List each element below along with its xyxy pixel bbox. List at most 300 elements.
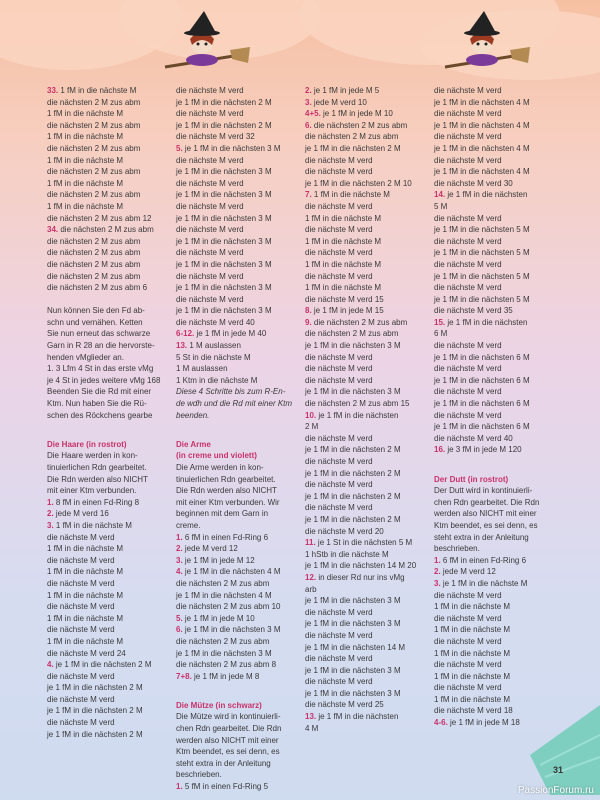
- step-text: die nächsten 2 M zus abm: [311, 317, 408, 327]
- instruction-line: [434, 555, 566, 567]
- instruction-line: je 1 fM in die nächsten 2 M: [305, 468, 401, 478]
- step-text: je 1 fM in jede M 40: [194, 329, 267, 339]
- instruction-line: die nächste M verd: [305, 248, 373, 258]
- instruction-line: je 1 fM in die nächsten 6 M: [434, 352, 530, 362]
- instruction-line: [176, 532, 308, 544]
- instruction-line: je 1 fM in die nächsten 2 M: [47, 683, 143, 693]
- instruction-line: [434, 189, 566, 201]
- instruction-line: 1 fM in die nächste M: [47, 567, 124, 577]
- step-number: 8.: [305, 306, 312, 316]
- instruction-line: die nächsten 2 M zus abm 15: [305, 399, 410, 409]
- instruction-line: die nächste M verd: [434, 613, 502, 623]
- instruction-line: henden vMglieder an.: [47, 352, 124, 362]
- instruction-line: [176, 543, 308, 555]
- instruction-line: die nächste M verd 40: [176, 317, 255, 327]
- step-number: 1.: [47, 497, 54, 507]
- instruction-line: steht extra in der Anleitung: [176, 758, 271, 768]
- instruction-line: die nächsten 2 M zus abm: [176, 636, 270, 646]
- step-text: je 1 fM in die nächsten 4 M: [182, 567, 281, 577]
- instruction-line: die nächste M verd: [176, 155, 244, 165]
- instruction-line: Die Arme werden in kon-: [176, 463, 264, 472]
- instruction-line: die nächste M verd: [434, 109, 502, 119]
- instruction-line: werden also NICHT mit einer: [434, 509, 537, 519]
- instruction-line: die nächsten 2 M zus abm: [47, 271, 141, 281]
- instruction-line: die nächsten 2 M zus abm: [47, 236, 141, 246]
- spacer: [176, 421, 308, 433]
- step-text: die nächsten 2 M zus abm: [311, 120, 408, 130]
- instruction-line: je 1 fM in die nächsten 3 M: [176, 213, 272, 223]
- instruction-line: die nächste M verd 15: [305, 294, 384, 304]
- instruction-line: 1 fM in die nächste M: [305, 259, 382, 269]
- step-text: 6 fM in einen Fd-Ring 6: [440, 555, 527, 565]
- step-number: 6-12.: [176, 329, 195, 339]
- instruction-line: 1 fM in die nächste M: [434, 648, 511, 658]
- instruction-line: die nächste M verd: [305, 503, 373, 513]
- instruction-line: je 1 fM in die nächsten 3 M: [305, 665, 401, 675]
- instruction-line: je 1 fM in die nächsten 6 M: [434, 422, 530, 432]
- decorative-fan-shape: [530, 705, 600, 795]
- step-number: 13.: [305, 712, 317, 722]
- instruction-line: 1 fM in die nächste M: [47, 636, 124, 646]
- instruction-line: je 1 fM in die nächsten 6 M: [434, 375, 530, 385]
- instruction-line: die nächste M verd: [434, 132, 502, 142]
- instruction-line: die nächste M verd 30: [434, 178, 513, 188]
- instruction-line: die nächste M verd: [176, 109, 244, 119]
- step-number: 3.: [434, 578, 441, 588]
- step-text: je 1 St in die nächsten 5 M: [315, 538, 413, 548]
- instruction-line: 2 M: [305, 422, 319, 432]
- instruction-line: die nächste M verd 24: [47, 648, 126, 658]
- instruction-line: [176, 613, 308, 625]
- instruction-line: 1 fM in die nächste M: [434, 671, 511, 681]
- section-heading: Die Arme: [176, 439, 211, 449]
- witch-on-broom-illustration: [160, 5, 250, 75]
- instruction-line: [47, 520, 179, 532]
- step-text: je 1 fM in die nächsten: [445, 190, 528, 200]
- instruction-line: die nächsten 2 M zus abm: [176, 578, 270, 588]
- instruction-line: die nächste M verd: [305, 352, 373, 362]
- instruction-line: je 1 fM in die nächsten 3 M: [176, 648, 272, 658]
- step-text: je 1 fM in jede M 10: [182, 613, 255, 623]
- step-text: 6 fM in einen Fd-Ring 6: [182, 532, 269, 542]
- instruction-line: je 1 fM in die nächsten 3 M: [176, 306, 272, 316]
- instruction-line: beschrieben.: [176, 770, 222, 780]
- instruction-line: [47, 508, 179, 520]
- instruction-line: die nächsten 2 M zus abm: [47, 143, 141, 153]
- step-text: die nächsten 2 M zus abm: [58, 225, 154, 235]
- instruction-line: je 1 fM in die nächsten 2 M: [47, 729, 143, 739]
- instruction-line: [176, 555, 308, 567]
- text-column-2: [176, 85, 308, 793]
- instruction-line: 1 fM in die nächste M: [47, 201, 124, 211]
- instruction-line: die nächste M verd 32: [176, 132, 255, 142]
- step-text: je 1 fM in die nächsten 3 M: [182, 625, 281, 635]
- instruction-line: die nächste M verd 40: [434, 433, 513, 443]
- note-line: Diese 4 Schritte bis zum R-En-: [176, 387, 286, 397]
- step-number: 10.: [305, 410, 317, 420]
- instruction-line: steht extra in der Anleitung: [434, 532, 529, 542]
- instruction-line: [47, 659, 179, 671]
- instruction-line: [305, 317, 437, 329]
- instruction-line: [47, 497, 179, 509]
- instruction-line: beschrieben.: [434, 544, 480, 554]
- instruction-line: Ktm beendet, es sei denn, es: [434, 520, 538, 530]
- step-text: je 1 fM in jede M 18: [447, 718, 520, 728]
- step-text: jede M verd 12: [182, 544, 238, 554]
- step-number: 2.: [305, 86, 312, 95]
- step-text: je 1 fM in jede M 8: [191, 671, 260, 681]
- instruction-line: je 1 fM in die nächsten 2 M 10: [305, 178, 412, 188]
- step-text: je 1 fM in die nächsten: [316, 410, 399, 420]
- instruction-line: je 1 fM in die nächsten 2 M: [176, 120, 272, 130]
- step-number: 2.: [176, 544, 183, 554]
- instruction-line: je 1 fM in die nächsten 2 M: [305, 143, 401, 153]
- instruction-line: [47, 85, 179, 97]
- instruction-line: die nächste M verd: [47, 718, 115, 728]
- instruction-line: [434, 578, 566, 590]
- instruction-line: chen Rdn gearbeitet. Die Rdn: [434, 497, 540, 507]
- instruction-line: arb: [305, 584, 317, 594]
- instruction-line: die nächste M verd: [47, 625, 115, 635]
- spacer: [47, 294, 179, 306]
- instruction-line: Der Dutt wird in kontinuierli-: [434, 486, 533, 496]
- step-text: 8 fM in einen Fd-Ring 8: [53, 497, 140, 507]
- instruction-line: je 1 fM in die nächsten 3 M: [176, 236, 272, 246]
- instruction-line: die nächste M verd: [47, 532, 115, 542]
- instruction-line: [176, 624, 308, 636]
- spacer: [434, 456, 566, 468]
- instruction-line: die nächste M verd: [434, 590, 502, 600]
- instruction-line: [176, 340, 308, 352]
- instruction-line: die nächsten 2 M zus abm: [305, 132, 399, 142]
- instruction-line: schn und vernähen. Ketten: [47, 317, 143, 327]
- instruction-line: Die Rdn werden also NICHT: [176, 486, 277, 496]
- instruction-line: je 1 fM in die nächsten 14 M 20: [305, 561, 417, 571]
- instruction-line: 5 M: [434, 201, 448, 211]
- instruction-line: 1 hStb in die nächste M: [305, 549, 389, 559]
- step-text: 1 fM in die nächste M: [311, 190, 390, 200]
- instruction-line: die nächste M verd: [176, 271, 244, 281]
- spacer: [176, 682, 308, 694]
- page-number: 31: [553, 765, 564, 775]
- instruction-line: Garn in R 28 an die hervorste-: [47, 341, 155, 351]
- step-text: 1 fM in die nächste M: [53, 520, 132, 530]
- instruction-line: die nächste M verd: [434, 660, 502, 670]
- step-number: 5.: [176, 613, 183, 623]
- instruction-line: die nächste M verd 18: [434, 706, 513, 716]
- instruction-line: die nächste M verd: [305, 677, 373, 687]
- text-column-1: [47, 85, 179, 740]
- instruction-line: tinuierlichen Rdn gearbeitet.: [176, 474, 276, 484]
- instruction-line: [305, 189, 437, 201]
- watermark: PassionForum.ru: [517, 785, 594, 796]
- instruction-line: [305, 410, 437, 422]
- step-number: 1.: [176, 782, 183, 792]
- instruction-line: beginnen mit dem Garn in: [176, 509, 269, 519]
- step-text: je 1 fM in die nächsten 2 M: [53, 660, 152, 670]
- instruction-line: 1 fM in die nächste M: [305, 213, 382, 223]
- instruction-line: 1 fM in die nächste M: [47, 132, 124, 142]
- instruction-line: [176, 328, 308, 340]
- instruction-line: die nächste M verd 20: [305, 526, 384, 536]
- instruction-line: je 1 fM in die nächsten 4 M: [434, 143, 530, 153]
- step-text: je 1 fM in die nächsten: [445, 317, 528, 327]
- section-heading: Die Haare (in rostrot): [47, 439, 127, 449]
- step-number: 15.: [434, 317, 446, 327]
- instruction-line: die nächste M verd: [305, 607, 373, 617]
- instruction-line: die nächste M verd: [434, 636, 502, 646]
- instruction-line: je 1 fM in die nächsten 5 M: [434, 294, 530, 304]
- instruction-line: die nächste M verd: [305, 433, 373, 443]
- instruction-line: die nächste M verd: [434, 364, 502, 374]
- instruction-line: die nächste M verd: [305, 201, 373, 211]
- step-text: jede M verd 10: [311, 97, 367, 107]
- instruction-line: die nächste M verd: [305, 155, 373, 165]
- instruction-line: die nächsten 2 M zus abm: [305, 329, 399, 339]
- instruction-line: je 1 fM in die nächsten 3 M: [305, 619, 401, 629]
- instruction-line: die nächsten 2 M zus abm 6: [47, 283, 148, 293]
- instruction-line: je 4 St in jedes weitere vMg 168: [47, 375, 161, 385]
- instruction-line: je 1 fM in die nächsten 2 M: [176, 97, 272, 107]
- instruction-line: 1 fM in die nächste M: [434, 694, 511, 704]
- step-text: je 1 fM in die nächsten 3 M: [182, 143, 281, 153]
- instruction-line: [176, 143, 308, 155]
- step-number: 9.: [305, 317, 312, 327]
- instruction-line: [305, 97, 437, 109]
- note-line: de wdh und die Rd mit einer Ktm: [176, 399, 293, 409]
- text-column-4: [434, 85, 566, 729]
- instruction-line: Die Haare werden in kon-: [47, 451, 138, 461]
- instruction-line: die nächste M verd: [305, 271, 373, 281]
- step-number: 2.: [434, 567, 441, 577]
- step-number: 1.: [176, 532, 183, 542]
- instruction-line: die nächste M verd: [176, 294, 244, 304]
- step-text: je 1 fM in die nächsten: [316, 712, 399, 722]
- instruction-line: die nächsten 2 M zus abm: [47, 120, 141, 130]
- step-number: 4-6.: [434, 718, 448, 728]
- instruction-line: [434, 444, 566, 456]
- instruction-line: [305, 537, 437, 549]
- step-text: je 1 fM in die nächste M: [440, 578, 528, 588]
- instruction-line: tinuierlichen Rdn gearbeitet.: [47, 463, 147, 472]
- instruction-line: 1 fM in die nächste M: [47, 613, 124, 623]
- instruction-line: die nächste M verd: [434, 410, 502, 420]
- instruction-line: 1 fM in die nächste M: [47, 544, 124, 554]
- instruction-line: je 1 fM in die nächsten 3 M: [176, 167, 272, 177]
- instruction-line: Nun können Sie den Fd ab-: [47, 306, 145, 316]
- section-subheading: (in creme und violett): [176, 451, 257, 461]
- instruction-line: Ktm beendet, es sei denn, es: [176, 747, 280, 757]
- instruction-line: je 1 fM in die nächsten 3 M: [305, 688, 401, 698]
- instruction-line: 1 fM in die nächste M: [47, 590, 124, 600]
- instruction-line: die nächste M verd: [434, 213, 502, 223]
- instruction-line: je 1 fM in die nächsten 4 M: [434, 97, 530, 107]
- instruction-line: Die Rdn werden also NICHT: [47, 474, 148, 484]
- instruction-line: creme.: [176, 520, 201, 530]
- step-number: 12.: [305, 572, 317, 582]
- instruction-line: die nächste M verd: [434, 236, 502, 246]
- instruction-line: die nächste M verd: [176, 225, 244, 235]
- instruction-line: Sie nun erneut das schwarze: [47, 329, 151, 339]
- instruction-line: die nächste M verd 35: [434, 306, 513, 316]
- step-number: 7.: [305, 190, 312, 200]
- instruction-line: schen des Röckchens gearbe: [47, 410, 153, 420]
- instruction-line: [305, 305, 437, 317]
- instruction-line: die nächste M verd: [305, 375, 373, 385]
- instruction-line: je 1 fM in die nächsten 14 M: [305, 642, 406, 652]
- step-number: 3.: [305, 97, 312, 107]
- instruction-line: werden also NICHT mit einer: [176, 735, 279, 745]
- instruction-line: die nächsten 2 M zus abm: [47, 248, 141, 258]
- instruction-line: die nächste M verd: [434, 155, 502, 165]
- instruction-line: die nächste M verd: [305, 457, 373, 466]
- instruction-line: 1 fM in die nächste M: [47, 155, 124, 165]
- instruction-line: die nächste M verd: [305, 364, 373, 374]
- instruction-line: die nächste M verd: [305, 225, 373, 235]
- instruction-line: mit einer Ktm verbunden.: [47, 486, 137, 496]
- instruction-line: 1 Ktm in die nächste M: [176, 375, 258, 385]
- instruction-line: je 1 fM in die nächsten 3 M: [176, 190, 272, 200]
- instruction-line: die nächsten 2 M zus abm: [47, 259, 141, 269]
- instruction-line: [305, 108, 437, 120]
- instruction-line: 1 fM in die nächste M: [434, 625, 511, 635]
- instruction-line: die nächste M verd: [434, 283, 502, 293]
- instruction-line: je 1 fM in die nächsten 2 M: [305, 491, 401, 501]
- instruction-line: 6 M: [434, 329, 448, 339]
- step-text: je 1 fM in jede M 10: [320, 109, 393, 119]
- instruction-line: die nächsten 2 M zus abm 12: [47, 213, 152, 223]
- instruction-line: die nächsten 2 M zus abm 10: [176, 602, 281, 612]
- instruction-line: je 1 fM in die nächsten 4 M: [434, 120, 530, 130]
- instruction-line: die nächsten 2 M zus abm: [47, 167, 141, 177]
- instruction-line: die nächste M verd: [305, 630, 373, 640]
- step-text: in dieser Rd nur ins vMg: [316, 572, 405, 582]
- instruction-line: die nächste M verd: [305, 167, 373, 177]
- step-number: 6.: [176, 625, 183, 635]
- instruction-line: die nächste M verd: [176, 178, 244, 188]
- instruction-line: die nächsten 2 M zus abm: [47, 97, 141, 107]
- instruction-line: die nächste M verd: [434, 387, 502, 397]
- instruction-line: Die Mütze wird in kontinuierli-: [176, 712, 281, 722]
- instruction-line: [305, 120, 437, 132]
- instruction-line: [305, 85, 437, 97]
- instruction-line: 4 M: [305, 723, 319, 733]
- instruction-line: [176, 671, 308, 683]
- step-text: 5 fM in einen Fd-Ring 5: [182, 782, 269, 792]
- instruction-line: je 1 fM in die nächsten 5 M: [434, 271, 530, 281]
- instruction-line: je 1 fM in die nächsten 4 M: [434, 167, 530, 177]
- step-number: 11.: [305, 538, 316, 548]
- witch-on-broom-illustration: [440, 5, 530, 75]
- instruction-line: 5 St in die nächste M: [176, 352, 251, 362]
- step-text: je 1 fM in jede M 12: [182, 555, 255, 565]
- step-text: 1 fM in die nächste M: [58, 86, 137, 95]
- text-column-3: [305, 85, 437, 734]
- instruction-line: 1 fM in die nächste M: [305, 236, 382, 246]
- instruction-line: je 1 fM in die nächsten 2 M: [305, 514, 401, 524]
- instruction-line: Ktm. Nun haben Sie die Rü-: [47, 399, 147, 409]
- instruction-line: 1 fM in die nächste M: [47, 178, 124, 188]
- instruction-line: je 1 fM in die nächsten 3 M: [176, 283, 272, 293]
- instruction-line: je 1 fM in die nächsten 3 M: [305, 596, 401, 606]
- instruction-line: je 1 fM in die nächsten 3 M: [305, 341, 401, 351]
- instruction-line: die nächste M verd: [47, 578, 115, 588]
- step-text: jede M verd 16: [53, 509, 109, 519]
- instruction-line: die nächste M verd: [47, 694, 115, 704]
- instruction-line: [305, 572, 437, 584]
- step-number: 14.: [434, 190, 446, 200]
- step-number: 33.: [47, 86, 59, 95]
- instruction-line: je 1 fM in die nächsten 5 M: [434, 225, 530, 235]
- instruction-line: 1 fM in die nächste M: [305, 283, 382, 293]
- step-number: 16.: [434, 445, 446, 455]
- instruction-line: 1 fM in die nächste M: [434, 602, 511, 612]
- instruction-line: 1 M auslassen: [176, 364, 228, 374]
- instruction-line: [434, 317, 566, 329]
- instruction-line: die nächste M verd: [176, 201, 244, 211]
- instruction-line: die nächste M verd: [47, 602, 115, 612]
- instruction-line: Beenden Sie die Rd mit einer: [47, 387, 152, 397]
- step-text: je 1 fM in jede M 5: [311, 86, 380, 95]
- instruction-line: 1 fM in die nächste M: [47, 109, 124, 119]
- instruction-line: [176, 781, 308, 793]
- step-number: 4.: [47, 660, 54, 670]
- instruction-line: [305, 711, 437, 723]
- instruction-line: die nächsten 2 M zus abm: [47, 190, 141, 200]
- step-number: 4+5.: [305, 109, 321, 119]
- instruction-line: je 1 fM in die nächsten 3 M: [176, 259, 272, 269]
- step-text: je 3 fM in jede M 120: [445, 445, 522, 455]
- step-number: 2.: [47, 509, 54, 519]
- note-line: beenden.: [176, 410, 210, 420]
- instruction-line: je 1 fM in die nächsten 6 M: [434, 399, 530, 409]
- step-number: 34.: [47, 225, 59, 235]
- instruction-line: die nächste M verd: [176, 86, 244, 95]
- instruction-line: [434, 566, 566, 578]
- instruction-line: je 1 fM in die nächsten 3 M: [305, 387, 401, 397]
- step-number: 7+8.: [176, 671, 192, 681]
- instruction-line: die nächste M verd: [434, 259, 502, 269]
- instruction-line: die nächste M verd: [47, 555, 115, 565]
- instruction-line: die nächste M verd: [305, 654, 373, 664]
- instruction-line: die nächste M verd: [305, 480, 373, 490]
- instruction-line: je 1 fM in die nächsten 2 M: [47, 706, 143, 716]
- step-number: 13.: [176, 341, 188, 351]
- instruction-line: [47, 224, 179, 236]
- instruction-line: je 1 fM in die nächsten 4 M: [176, 590, 272, 600]
- instruction-line: die nächste M verd: [434, 86, 502, 95]
- instruction-line: die nächste M verd: [176, 248, 244, 258]
- step-text: 1 M auslassen: [187, 341, 241, 351]
- instruction-line: die nächste M verd: [47, 671, 115, 681]
- instruction-line: je 1 fM in die nächsten 2 M: [305, 445, 401, 455]
- step-number: 5.: [176, 143, 183, 153]
- instruction-line: die nächste M verd 25: [305, 700, 384, 710]
- instruction-line: mit einer Ktm verbunden. Wir: [176, 497, 280, 507]
- section-heading: Die Mütze (in schwarz): [176, 700, 262, 710]
- instruction-line: die nächsten 2 M zus abm 8: [176, 660, 277, 670]
- step-text: jede M verd 12: [440, 567, 496, 577]
- step-text: je 1 fM in jede M 15: [311, 306, 384, 316]
- instruction-line: 1. 3 Lfm 4 St in das erste vMg: [47, 364, 154, 374]
- step-number: 1.: [434, 555, 441, 565]
- step-number: 4.: [176, 567, 183, 577]
- step-number: 3.: [47, 520, 54, 530]
- section-heading: Der Dutt (in rostrot): [434, 474, 509, 484]
- instruction-line: die nächste M verd: [434, 341, 502, 351]
- instruction-line: chen Rdn gearbeitet. Die Rdn: [176, 724, 282, 734]
- spacer: [47, 421, 179, 433]
